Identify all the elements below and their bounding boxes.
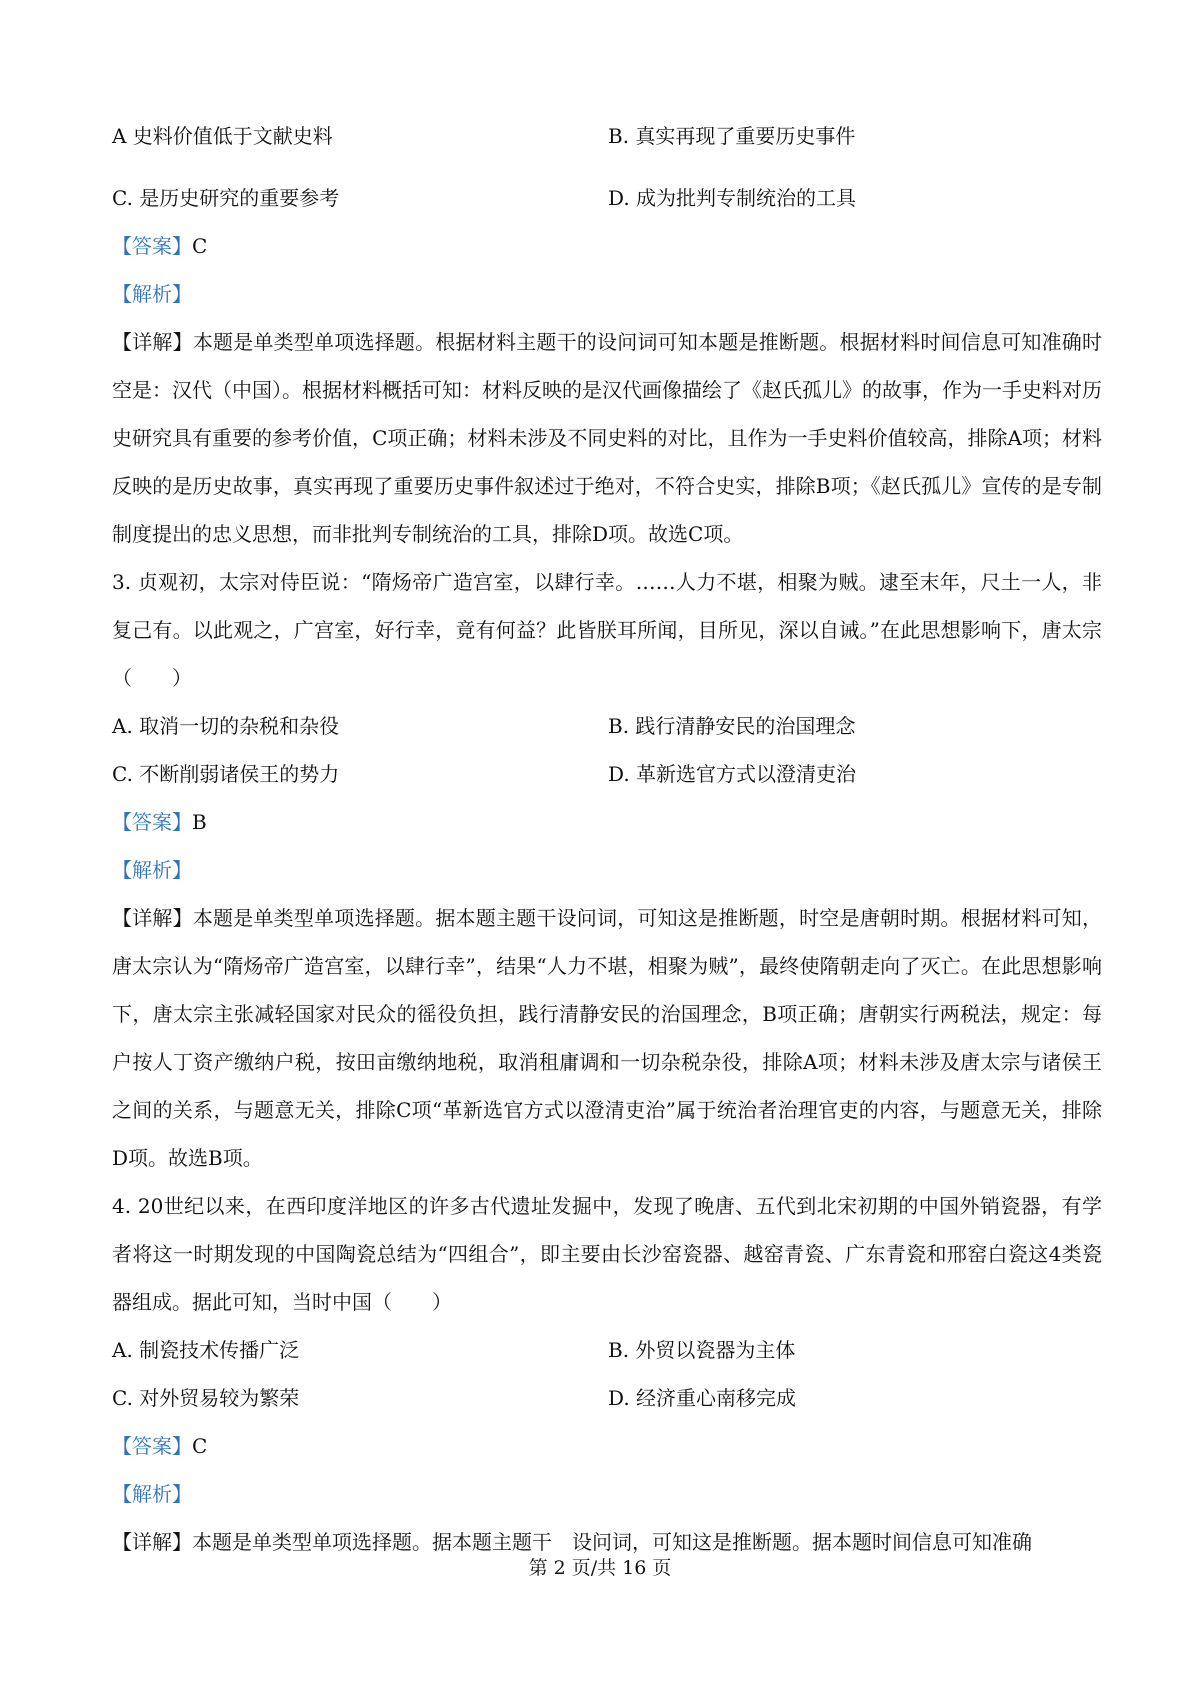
answer-value: B (192, 810, 207, 834)
answer-tag: 【答案】 (112, 234, 192, 258)
q4-option-a: A. 制瓷技术传播广泛 (112, 1338, 300, 1362)
detail-tag: 【详解】 (112, 906, 193, 930)
q4-analysis (112, 1470, 1102, 1518)
q2-option-b: B. 真实再现了重要历史事件 (608, 124, 856, 148)
q2-analysis (112, 270, 1102, 318)
q3-option-a: A. 取消一切的杂税和杂役 (112, 714, 340, 738)
document-page (112, 112, 1102, 1566)
q2-option-d: D. 成为批判专制统治的工具 (608, 186, 857, 210)
detail-tag: 【详解】 (112, 1530, 192, 1554)
detail-tag: 【详解】 (112, 330, 193, 354)
q3-stem: 3. 贞观初，太宗对侍臣说：“隋炀帝广造宫室，以肆行幸。……人力不堪，相聚为贼。逮至末年，尺土一人，非复己有。以此观之，广宫室，好行幸，竟有何益？此皆朕耳所闻，目所见，深以自诫。”在此思想影响下，唐太宗（ ） (112, 570, 1102, 690)
q3-option-c: C. 不断削弱诸侯王的势力 (112, 762, 340, 786)
analysis-tag: 【解析】 (112, 858, 192, 882)
q3-detail (112, 894, 1102, 1182)
q3-answer (112, 798, 1102, 846)
q2-option-c: C. 是历史研究的重要参考 (112, 186, 340, 210)
page-footer: 第 2 页/共 16 页 (528, 1557, 672, 1579)
q3-options (112, 702, 1102, 798)
answer-value: C (192, 1434, 208, 1458)
q4-answer (112, 1422, 1102, 1470)
q4-option-c: C. 对外贸易较为繁荣 (112, 1386, 300, 1410)
answer-tag: 【答案】 (112, 1434, 192, 1458)
analysis-tag: 【解析】 (112, 1482, 192, 1506)
answer-value: C (192, 234, 208, 258)
q3-option-d: D. 革新选官方式以澄清吏治 (608, 762, 857, 786)
q4-option-b: B. 外贸以瓷器为主体 (608, 1338, 796, 1362)
detail-text: 本题是单类型单项选择题。根据材料主题干的设问词可知本题是推断题。根据材料时间信息可知准确时空是：汉代（中国）。根据材料概括可知：材料反映的是汉代画像描绘了《赵氏孤儿》的故事，作为一手史料对历史研究具有重要的参考价值，C项正确；材料未涉及不同史料的对比，且作为一手史料价值较高，排除A项；材料反映的是历史故事，真实再现了重要历史事件叙述过于绝对，不符合史实，排除B项；《赵氏孤儿》宣传的是专制制度提出的忠义思想，而非批判专制统治的工具，排除D项。故选C项。 (112, 330, 1102, 546)
q4-options (112, 1326, 1102, 1422)
q4-option-d: D. 经济重心南移完成 (608, 1386, 797, 1410)
detail-text: 本题是单类型单项选择题。据本题主题干 设问词，可知这是推断题。据本题时间信息可知准确 (192, 1530, 1032, 1554)
q2-answer (112, 222, 1102, 270)
q2-options (112, 112, 1102, 222)
analysis-tag: 【解析】 (112, 282, 192, 306)
q2-detail (112, 318, 1102, 558)
answer-tag: 【答案】 (112, 810, 192, 834)
q3-analysis (112, 846, 1102, 894)
q4-stem: 4. 20世纪以来，在西印度洋地区的许多古代遗址发掘中，发现了晚唐、五代到北宋初期的中国外销瓷器，有学者将这一时期发现的中国陶瓷总结为“四组合”，即主要由长沙窑瓷器、越窑青瓷、广东青瓷和邢窑白瓷这4类瓷器组成。据此可知，当时中国（ ） (112, 1194, 1102, 1314)
q2-option-a: A 史料价值低于文献史料 (112, 124, 333, 148)
q3-option-b: B. 践行清静安民的治国理念 (608, 714, 856, 738)
detail-text: 本题是单类型单项选择题。据本题主题干设问词，可知这是推断题，时空是唐朝时期。根据材料可知，唐太宗认为“隋炀帝广造宫室，以肆行幸”，结果“人力不堪，相聚为贼”，最终使隋朝走向了灭亡。在此思想影响下，唐太宗主张减轻国家对民众的徭役负担，践行清静安民的治国理念，B项正确；唐朝实行两税法，规定：每户按人丁资产缴纳户税，按田亩缴纳地税，取消租庸调和一切杂税杂役，排除A项；材料未涉及唐太宗与诸侯王之间的关系，与题意无关，排除C项“革新选官方式以澄清吏治”属于统治者治理官吏的内容，与题意无关，排除D项。故选B项。 (112, 906, 1102, 1170)
